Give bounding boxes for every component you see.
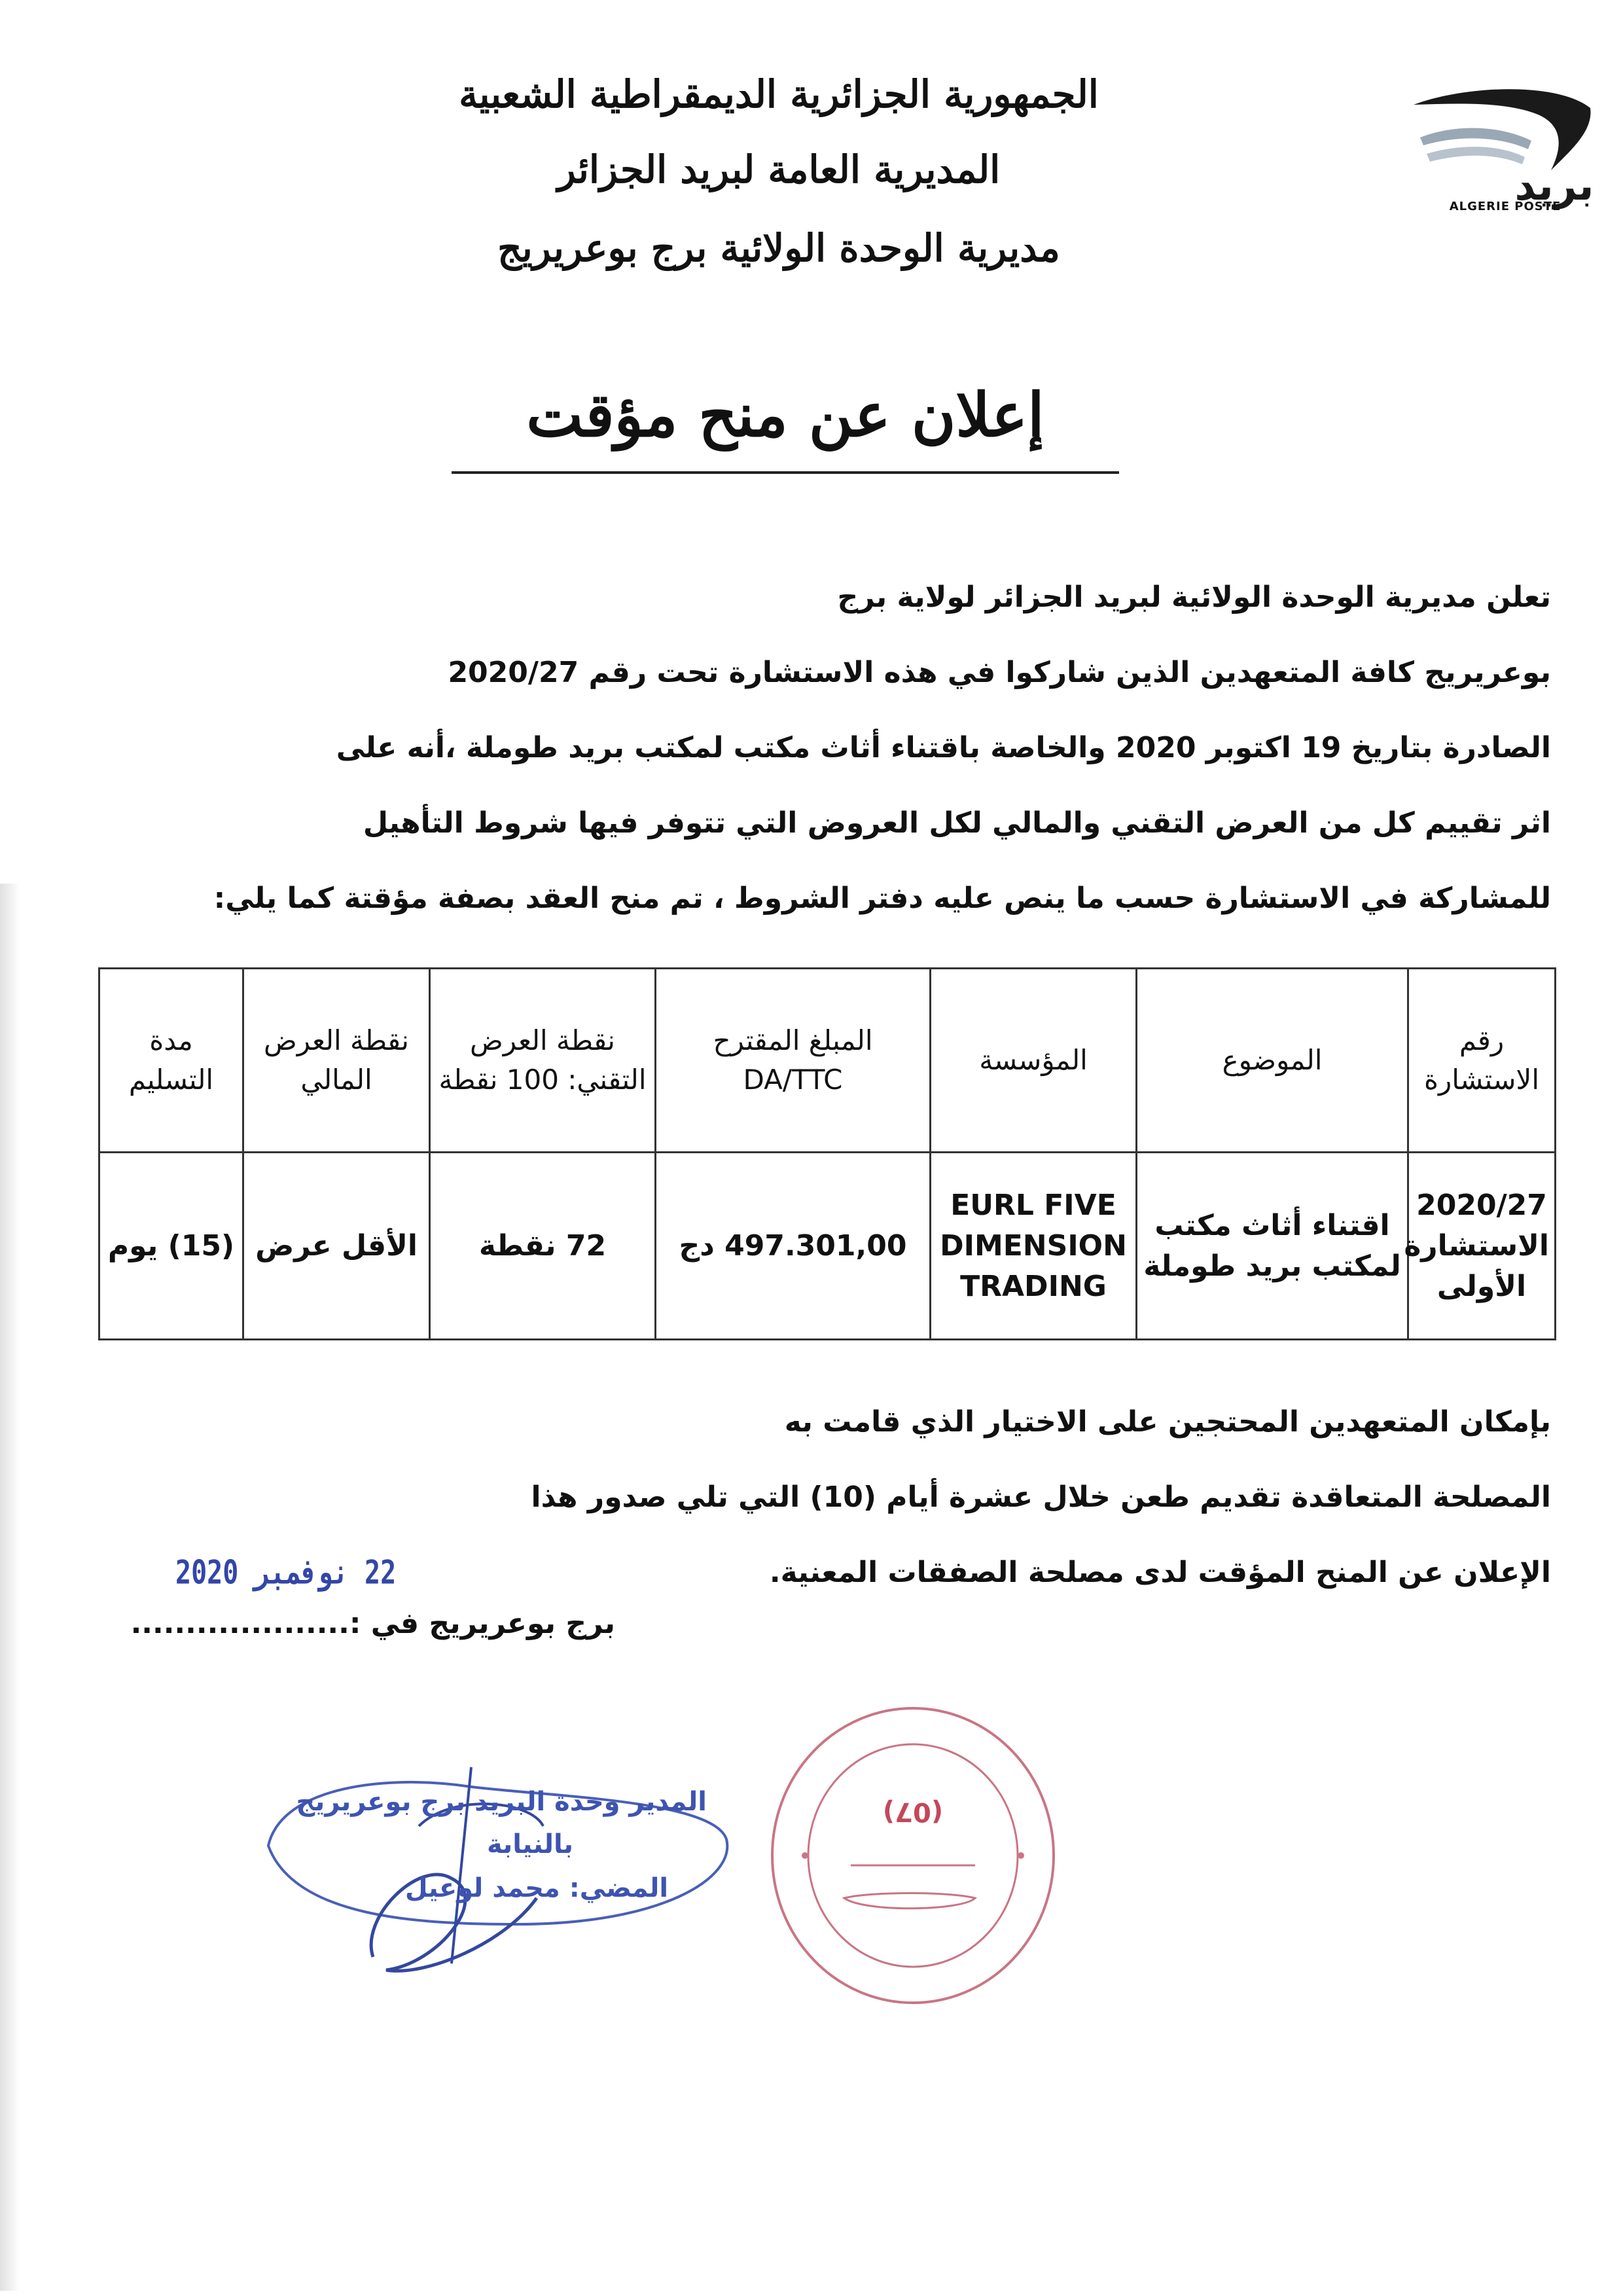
award-table	[98, 967, 1556, 1340]
cell-amount: 497.301,00 دج	[656, 1153, 931, 1340]
place-date-line: برج بوعريريج في :....................	[130, 1607, 615, 1640]
scan-edge-shadow	[0, 884, 20, 2291]
outro-line: المصلحة المتعاقدة تقديم طعن خلال عشرة أيام (10) التي تلي صدور هذا	[531, 1480, 1551, 1514]
title-underline	[452, 471, 1119, 474]
header-technical-score: نقطة العرض التقني: 100 نقطة	[430, 969, 656, 1153]
intro-line: للمشاركة في الاستشارة حسب ما ينص عليه دفتر الشروط ، تم منح العقد بصفة مؤقتة كما يلي:	[213, 882, 1551, 915]
logo-wordmark: بريد	[1514, 162, 1594, 209]
official-round-seal	[766, 1702, 1060, 2009]
header-financial-score: نقطة العرض المالي	[243, 969, 430, 1153]
header-delivery-period: مدة التسليم	[99, 969, 243, 1153]
header-unit: مديرية الوحدة الولائية برج بوعريريج	[497, 226, 1060, 270]
seal-number: (07)	[882, 1797, 944, 1827]
intro-line: بوعريريج كافة المتعهدين الذين شاركوا في هذه الاستشارة تحت رقم 2020/27	[448, 656, 1551, 689]
stamp-signatory: المضي: محمد لوعيل	[404, 1873, 669, 1903]
header-amount: المبلغ المقترح DA/TTC	[656, 969, 931, 1153]
date-stamp: 22 نوفمبر 2020	[175, 1554, 397, 1592]
intro-line: الصادرة بتاريخ 19 اكتوبر 2020 والخاصة باقتناء أثاث مكتب لمكتب بريد طوملة ،أنه على	[336, 731, 1551, 764]
cell-subject: اقتناء أثاث مكتب لمكتب بريد طوملة	[1137, 1153, 1408, 1340]
cell-consultation-number: 2020/27 الاستشارة الأولى	[1408, 1153, 1556, 1340]
cell-financial-score: الأقل عرض	[243, 1153, 430, 1340]
table-row	[99, 1153, 1556, 1340]
cell-company: EURL FIVE DIMENSION TRADING	[931, 1153, 1137, 1340]
stamp-acting: بالنيابة	[486, 1829, 573, 1859]
table-header-row	[99, 969, 1556, 1153]
outro-line: الإعلان عن المنح المؤقت لدى مصلحة الصفقات المعنية.	[769, 1556, 1551, 1589]
algerie-poste-logo-icon	[1407, 79, 1597, 216]
header-consultation-number: رقم الاستشارة	[1408, 969, 1556, 1153]
header-subject: الموضوع	[1137, 969, 1408, 1153]
header-company: المؤسسة	[931, 969, 1137, 1153]
intro-line: تعلن مديرية الوحدة الولائية لبريد الجزائر لولاية برج	[837, 581, 1551, 614]
cell-delivery-period: (15) يوم	[99, 1153, 243, 1340]
intro-paragraph	[157, 560, 1551, 936]
logo-caption: ALGERIE POSTE	[1449, 200, 1561, 213]
header-republic: الجمهورية الجزائرية الديمقراطية الشعبية	[459, 72, 1099, 117]
announcement-title: إعلان عن منح مؤقت	[526, 380, 1044, 450]
header-directorate: المديرية العامة لبريد الجزائر	[557, 147, 1001, 192]
cell-technical-score: 72 نقطة	[430, 1153, 656, 1340]
stamp-director-title: المدير وحدة البريد برج بوعريريج	[296, 1787, 707, 1817]
intro-line: اثر تقييم كل من العرض التقني والمالي لكل العروض التي تتوفر فيها شروط التأهيل	[363, 806, 1551, 840]
outro-line: بإمكان المتعهدين المحتجين على الاختيار الذي قامت به	[784, 1405, 1551, 1439]
